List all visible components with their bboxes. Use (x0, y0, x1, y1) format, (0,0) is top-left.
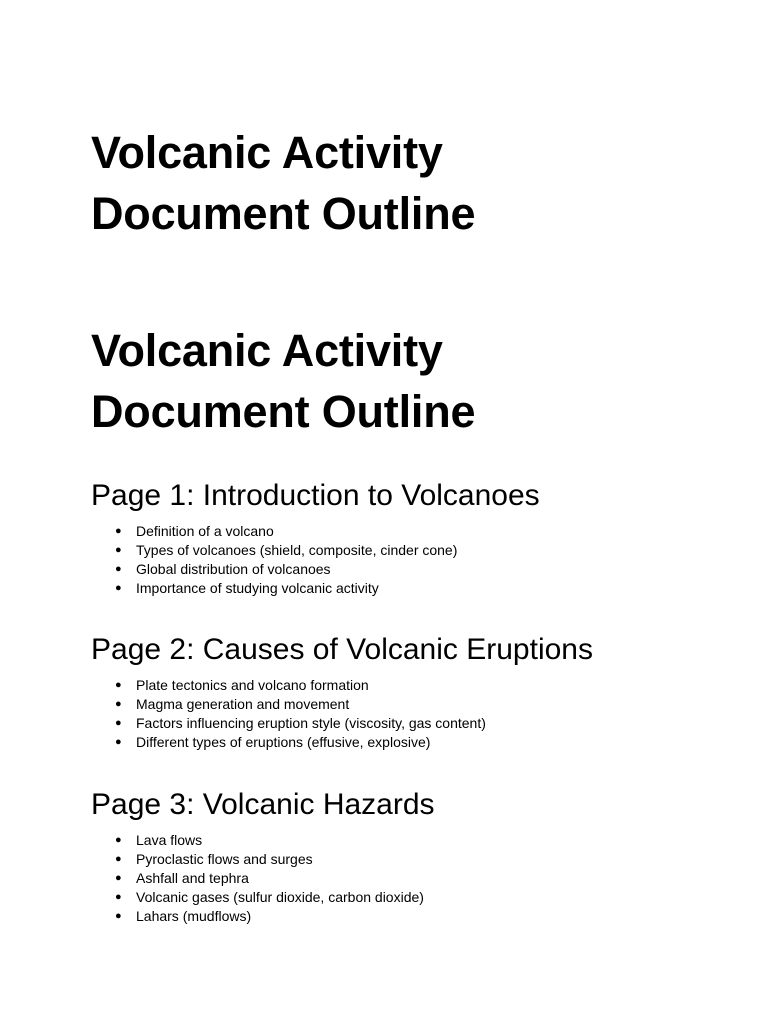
list-item (91, 869, 731, 888)
bullet-icon: ● (115, 736, 122, 748)
list-item (91, 733, 731, 752)
title-line-2: Document Outline (91, 386, 476, 437)
bullet-icon: ● (115, 544, 122, 556)
bullet-icon: ● (115, 563, 122, 575)
list-item-text: Lahars (mudflows) (136, 908, 252, 924)
bullet-list (91, 676, 731, 752)
section-page-3 (91, 787, 731, 926)
bullet-icon: ● (115, 698, 122, 710)
list-item-text: Lava flows (136, 832, 203, 848)
section-page-2 (91, 632, 731, 752)
bullet-icon: ● (115, 891, 122, 903)
list-item-text: Magma generation and movement (136, 696, 350, 712)
list-item-text: Volcanic gases (sulfur dioxide, carbon dioxide) (136, 889, 424, 905)
section-heading: Page 2: Causes of Volcanic Eruptions (91, 633, 593, 666)
list-item (91, 831, 731, 850)
list-item (91, 714, 731, 733)
list-item (91, 888, 731, 907)
list-item (91, 676, 731, 695)
list-item-text: Pyroclastic flows and surges (136, 851, 313, 867)
list-item-text: Different types of eruptions (effusive, explosive) (136, 734, 431, 750)
list-item-text: Importance of studying volcanic activity (136, 580, 379, 596)
bullet-icon: ● (115, 910, 122, 922)
section-heading: Page 1: Introduction to Volcanoes (91, 479, 540, 512)
bullet-icon: ● (115, 582, 122, 594)
list-item-text: Plate tectonics and volcano formation (136, 677, 369, 693)
bullet-icon: ● (115, 853, 122, 865)
bullet-icon: ● (115, 717, 122, 729)
list-item-text: Global distribution of volcanoes (136, 561, 331, 577)
title-line-2: Document Outline (91, 188, 476, 239)
bullet-icon: ● (115, 872, 122, 884)
list-item (91, 695, 731, 714)
list-item-text: Factors influencing eruption style (viscosity, gas content) (136, 715, 486, 731)
document-title (91, 122, 731, 244)
title-line-1: Volcanic Activity (91, 325, 443, 376)
section-heading: Page 3: Volcanic Hazards (91, 788, 435, 821)
bullet-list (91, 831, 731, 926)
list-item (91, 579, 731, 598)
bullet-icon: ● (115, 834, 122, 846)
list-item-text: Types of volcanoes (shield, composite, cinder cone) (136, 542, 458, 558)
list-item (91, 541, 731, 560)
list-item (91, 560, 731, 579)
list-item-text: Definition of a volcano (136, 523, 274, 539)
list-item (91, 850, 731, 869)
list-item (91, 907, 731, 926)
bullet-icon: ● (115, 679, 122, 691)
section-page-1 (91, 478, 731, 598)
list-item (91, 522, 731, 541)
bullet-icon: ● (115, 525, 122, 537)
list-item-text: Ashfall and tephra (136, 870, 249, 886)
document-title-repeat (91, 320, 731, 442)
title-line-1: Volcanic Activity (91, 127, 443, 178)
bullet-list (91, 522, 731, 598)
